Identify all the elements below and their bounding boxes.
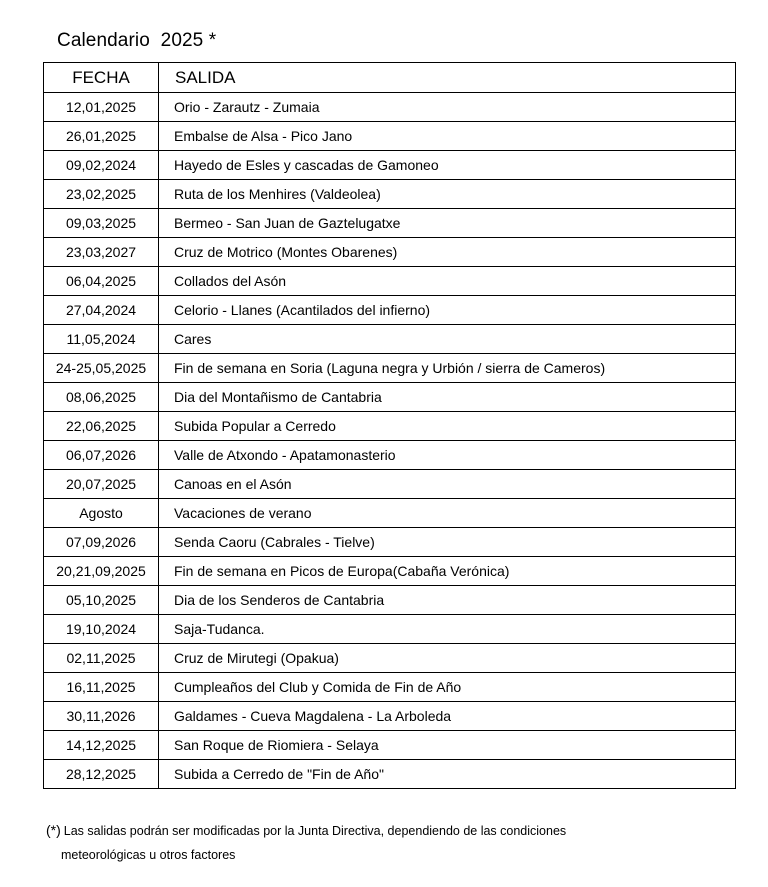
table-row bbox=[44, 238, 736, 267]
table-row bbox=[44, 267, 736, 296]
row-outing: Bermeo - San Juan de Gaztelugatxe bbox=[159, 209, 736, 238]
row-outing: Vacaciones de verano bbox=[159, 499, 736, 528]
row-outing: Fin de semana en Soria (Laguna negra y Urbión / sierra de Cameros) bbox=[159, 354, 736, 383]
row-date: 02,11,2025 bbox=[44, 644, 159, 673]
footnote bbox=[46, 818, 746, 867]
row-date: 09,02,2024 bbox=[44, 151, 159, 180]
footnote-line-1: Las salidas podrán ser modificadas por la Junta Directiva, dependiendo de las condiciones bbox=[63, 824, 567, 838]
row-date: 05,10,2025 bbox=[44, 586, 159, 615]
row-outing: Dia del Montañismo de Cantabria bbox=[159, 383, 736, 412]
table-row bbox=[44, 470, 736, 499]
row-date: 06,07,2026 bbox=[44, 441, 159, 470]
row-outing: Cumpleaños del Club y Comida de Fin de Año bbox=[159, 673, 736, 702]
table-row bbox=[44, 528, 736, 557]
row-date: 30,11,2026 bbox=[44, 702, 159, 731]
row-date: 12,01,2025 bbox=[44, 93, 159, 122]
table-row bbox=[44, 441, 736, 470]
table-row bbox=[44, 296, 736, 325]
footnote-mark: (*) bbox=[46, 822, 61, 838]
table-row bbox=[44, 499, 736, 528]
row-outing: Embalse de Alsa - Pico Jano bbox=[159, 122, 736, 151]
row-outing: Valle de Atxondo - Apatamonasterio bbox=[159, 441, 736, 470]
table-row bbox=[44, 644, 736, 673]
column-header-date: FECHA bbox=[44, 63, 159, 93]
row-date: 24-25,05,2025 bbox=[44, 354, 159, 383]
row-outing: Canoas en el Asón bbox=[159, 470, 736, 499]
row-outing: Fin de semana en Picos de Europa(Cabaña Verónica) bbox=[159, 557, 736, 586]
row-date: 16,11,2025 bbox=[44, 673, 159, 702]
table-row bbox=[44, 586, 736, 615]
table-row bbox=[44, 325, 736, 354]
row-date: 09,03,2025 bbox=[44, 209, 159, 238]
row-outing: Subida a Cerredo de "Fin de Año" bbox=[159, 760, 736, 789]
page-title: Calendario 2025 * bbox=[57, 30, 217, 51]
footnote-line-2: meteorológicas u otros factores bbox=[61, 848, 236, 862]
row-date: 11,05,2024 bbox=[44, 325, 159, 354]
table-row bbox=[44, 354, 736, 383]
row-outing: Cruz de Mirutegi (Opakua) bbox=[159, 644, 736, 673]
row-date: 20,21,09,2025 bbox=[44, 557, 159, 586]
row-date: 28,12,2025 bbox=[44, 760, 159, 789]
table-row bbox=[44, 673, 736, 702]
row-date: 08,06,2025 bbox=[44, 383, 159, 412]
row-date: 22,06,2025 bbox=[44, 412, 159, 441]
row-outing: Collados del Asón bbox=[159, 267, 736, 296]
row-date: 23,02,2025 bbox=[44, 180, 159, 209]
column-header-outing: SALIDA bbox=[159, 63, 736, 93]
table-row bbox=[44, 383, 736, 412]
table-row bbox=[44, 122, 736, 151]
table-header-row bbox=[44, 63, 736, 93]
row-outing: Galdames - Cueva Magdalena - La Arboleda bbox=[159, 702, 736, 731]
row-date: 20,07,2025 bbox=[44, 470, 159, 499]
row-outing: Cruz de Motrico (Montes Obarenes) bbox=[159, 238, 736, 267]
table-row bbox=[44, 209, 736, 238]
table-row bbox=[44, 93, 736, 122]
calendar-table bbox=[43, 62, 736, 789]
row-date: 07,09,2026 bbox=[44, 528, 159, 557]
table-row bbox=[44, 760, 736, 789]
row-outing: San Roque de Riomiera - Selaya bbox=[159, 731, 736, 760]
table-row bbox=[44, 180, 736, 209]
row-outing: Subida Popular a Cerredo bbox=[159, 412, 736, 441]
row-outing: Hayedo de Esles y cascadas de Gamoneo bbox=[159, 151, 736, 180]
row-date: 26,01,2025 bbox=[44, 122, 159, 151]
row-outing: Dia de los Senderos de Cantabria bbox=[159, 586, 736, 615]
row-date: 27,04,2024 bbox=[44, 296, 159, 325]
row-outing: Senda Caoru (Cabrales - Tielve) bbox=[159, 528, 736, 557]
row-date: 19,10,2024 bbox=[44, 615, 159, 644]
table-row bbox=[44, 557, 736, 586]
row-outing: Cares bbox=[159, 325, 736, 354]
table-row bbox=[44, 702, 736, 731]
row-date: 14,12,2025 bbox=[44, 731, 159, 760]
table-row bbox=[44, 731, 736, 760]
row-date: 06,04,2025 bbox=[44, 267, 159, 296]
row-outing: Saja-Tudanca. bbox=[159, 615, 736, 644]
row-date: 23,03,2027 bbox=[44, 238, 159, 267]
table-row bbox=[44, 615, 736, 644]
row-outing: Celorio - Llanes (Acantilados del infierno) bbox=[159, 296, 736, 325]
table-row bbox=[44, 151, 736, 180]
row-date: Agosto bbox=[44, 499, 159, 528]
row-outing: Orio - Zarautz - Zumaia bbox=[159, 93, 736, 122]
table-row bbox=[44, 412, 736, 441]
row-outing: Ruta de los Menhires (Valdeolea) bbox=[159, 180, 736, 209]
